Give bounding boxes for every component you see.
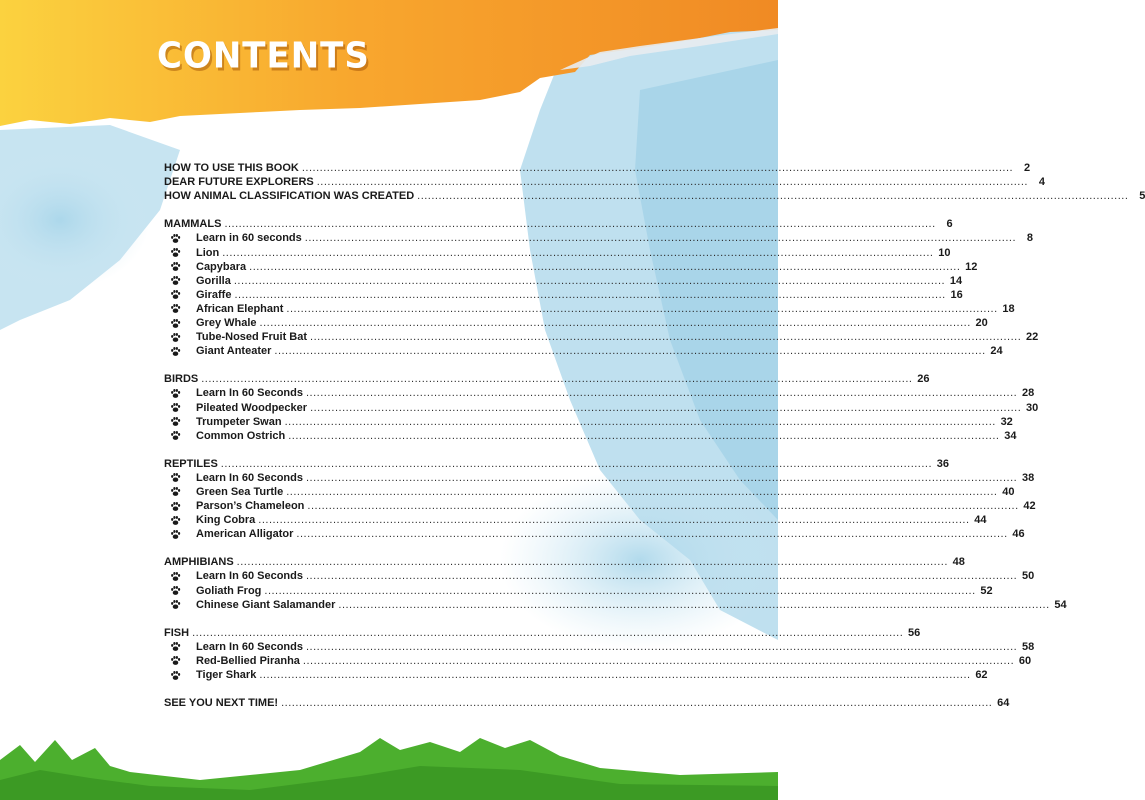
toc-subentry xyxy=(164,316,988,330)
dot-leader: ........................................................................................................................................................................................................ xyxy=(338,598,1050,611)
dot-leader: ........................................................................................................................................................................................................ xyxy=(264,584,976,597)
paw-print-icon xyxy=(170,274,181,288)
dot-leader: ........................................................................................................................................................................................................ xyxy=(281,697,993,710)
paw-print-icon xyxy=(170,598,181,612)
toc-label: Tube-Nosed Fruit Bat xyxy=(196,331,308,344)
dot-leader: ........................................................................................................................................................................................................ xyxy=(288,429,1000,442)
dot-leader: ........................................................................................................................................................................................................ xyxy=(305,387,1018,400)
toc-page-number: 18 xyxy=(1002,302,1015,315)
toc-subentry xyxy=(164,668,988,682)
dot-leader: ........................................................................................................................................................................................................ xyxy=(284,415,996,428)
paw-print-icon xyxy=(170,527,181,541)
toc-subentry xyxy=(164,485,1015,499)
toc-label: Parson’s Chameleon xyxy=(196,500,305,513)
dot-leader: ........................................................................................................................................................................................................ xyxy=(259,317,971,330)
toc-subentry xyxy=(164,513,987,527)
toc-page-number: 30 xyxy=(1026,401,1039,414)
toc-label: SEE YOU NEXT TIME! xyxy=(164,697,279,710)
toc-label: Giraffe xyxy=(196,288,232,301)
toc-subentry xyxy=(164,288,963,302)
toc-page-number: 36 xyxy=(936,457,950,470)
toc-label: BIRDS xyxy=(164,373,199,386)
toc-page-number: 34 xyxy=(1004,429,1017,442)
toc-subentry xyxy=(164,302,1015,316)
dot-leader: ........................................................................................................................................................................................................ xyxy=(305,570,1018,583)
dot-leader: ........................................................................................................................................................................................................ xyxy=(249,260,961,273)
dot-leader: ........................................................................................................................................................................................................ xyxy=(259,669,971,681)
toc-label: Common Ostrich xyxy=(196,429,286,442)
paw-print-icon xyxy=(170,288,181,302)
toc-subentry xyxy=(164,471,1035,485)
paw-print-icon xyxy=(170,668,181,682)
paw-print-icon xyxy=(170,471,181,485)
toc-label: Learn In 60 Seconds xyxy=(196,387,303,400)
toc-page-number: 52 xyxy=(980,584,993,597)
toc-subentry xyxy=(164,330,1039,344)
toc-label: HOW ANIMAL CLASSIFICATION WAS CREATED xyxy=(164,190,415,203)
toc-subentry xyxy=(164,260,978,274)
toc-page-number: 22 xyxy=(1026,331,1039,344)
toc-label: Goliath Frog xyxy=(196,584,262,597)
toc-label: Green Sea Turtle xyxy=(196,485,284,498)
toc-label: MAMMALS xyxy=(164,218,222,231)
paw-print-icon xyxy=(170,302,181,316)
toc-page-number: 14 xyxy=(949,274,963,287)
dot-leader: ........................................................................................................................................................................................................ xyxy=(305,640,1018,653)
dot-leader: ........................................................................................................................................................................................................ xyxy=(310,401,1022,414)
toc-label: Grey Whale xyxy=(196,317,257,330)
paw-print-icon xyxy=(170,231,181,245)
toc-entry xyxy=(164,626,921,640)
paw-print-icon xyxy=(170,246,181,260)
toc-page-number: 24 xyxy=(990,345,1003,358)
toc-subentry xyxy=(164,654,1032,668)
toc-page-number: 5 xyxy=(1139,190,1145,203)
toc-page-number: 48 xyxy=(952,556,965,569)
toc-page-number: 40 xyxy=(1002,485,1015,498)
dot-leader: ........................................................................................................................................................................................................ xyxy=(304,232,1016,245)
toc-label: Gorilla xyxy=(196,274,231,287)
toc-page-number: 8 xyxy=(1026,232,1033,245)
toc-label: Lion xyxy=(196,246,220,259)
paw-print-icon xyxy=(170,485,181,499)
toc-page-number: 2 xyxy=(1023,162,1031,175)
toc-subentry xyxy=(164,583,993,597)
paw-print-icon xyxy=(170,584,181,598)
toc-subentry xyxy=(164,429,1017,443)
dot-leader: ........................................................................................................................................................................................................ xyxy=(417,190,1129,203)
toc-page-number: 20 xyxy=(975,317,988,330)
toc-label: REPTILES xyxy=(164,457,218,470)
dot-leader: ........................................................................................................................................................................................................ xyxy=(222,246,934,259)
toc-page-number: 64 xyxy=(997,697,1010,710)
toc-entry xyxy=(164,457,950,471)
toc-subentry xyxy=(164,245,951,259)
toc-subentry xyxy=(164,344,1003,358)
toc-entry xyxy=(164,372,930,386)
toc-subentry xyxy=(164,499,1036,513)
toc-page-number: 50 xyxy=(1021,570,1035,583)
dot-leader: ........................................................................................................................................................................................................ xyxy=(286,302,998,315)
toc-entry xyxy=(164,189,1145,203)
toc-page-number: 42 xyxy=(1023,500,1036,513)
dot-leader: ........................................................................................................................................................................................................ xyxy=(316,176,1028,189)
table-of-contents xyxy=(164,161,1145,710)
dot-leader: ........................................................................................................................................................................................................ xyxy=(274,345,986,358)
toc-label: Learn In 60 Seconds xyxy=(196,640,303,653)
toc-entry xyxy=(164,175,1045,189)
toc-page-number: 12 xyxy=(965,260,978,273)
dot-leader: ........................................................................................................................................................................................................ xyxy=(258,514,970,527)
toc-label: Giant Anteater xyxy=(196,345,272,358)
paw-print-icon xyxy=(170,260,181,274)
toc-entry xyxy=(164,217,953,231)
paw-print-icon xyxy=(170,640,181,654)
toc-entry xyxy=(164,161,1031,175)
dot-leader: ........................................................................................................................................................................................................ xyxy=(201,373,913,386)
toc-subentry xyxy=(164,569,1035,583)
paw-print-icon xyxy=(170,654,181,668)
dot-leader: ........................................................................................................................................................................................................ xyxy=(305,471,1018,484)
toc-label: Trumpeter Swan xyxy=(196,415,282,428)
dot-leader: ........................................................................................................................................................................................................ xyxy=(302,654,1015,667)
toc-subentry xyxy=(164,400,1039,414)
toc-label: Capybara xyxy=(196,260,247,273)
toc-page-number: 10 xyxy=(938,246,951,259)
toc-subentry xyxy=(164,231,1033,245)
toc-label: Chinese Giant Salamander xyxy=(196,598,336,611)
toc-label: Tiger Shark xyxy=(196,669,257,681)
paw-print-icon xyxy=(170,330,181,344)
toc-page-number: 54 xyxy=(1054,598,1067,611)
toc-label: Learn In 60 Seconds xyxy=(196,570,303,583)
toc-label: AMPHIBIANS xyxy=(164,556,234,569)
dot-leader: ........................................................................................................................................................................................................ xyxy=(307,500,1019,513)
toc-subentry xyxy=(164,415,1013,429)
dot-leader: ........................................................................................................................................................................................................ xyxy=(301,162,1014,175)
toc-subentry xyxy=(164,386,1035,400)
paw-print-icon xyxy=(170,513,181,527)
toc-page-number: 26 xyxy=(917,373,930,386)
paw-print-icon xyxy=(170,386,181,400)
toc-entry xyxy=(164,696,1010,710)
dot-leader: ........................................................................................................................................................................................................ xyxy=(233,274,946,287)
toc-page-number: 60 xyxy=(1018,654,1032,667)
toc-label: Learn In 60 Seconds xyxy=(196,471,303,484)
toc-subentry xyxy=(164,640,1035,654)
toc-label: HOW TO USE THIS BOOK xyxy=(164,162,299,175)
dot-leader: ........................................................................................................................................................................................................ xyxy=(224,218,936,231)
toc-page-number: 38 xyxy=(1021,471,1035,484)
dot-leader: ........................................................................................................................................................................................................ xyxy=(192,626,904,639)
paw-print-icon xyxy=(170,429,181,443)
dot-leader: ........................................................................................................................................................................................................ xyxy=(236,556,948,569)
toc-page-number: 32 xyxy=(1000,415,1013,428)
toc-page-number: 44 xyxy=(974,514,987,527)
toc-label: King Cobra xyxy=(196,514,256,527)
toc-page-number: 16 xyxy=(950,288,963,301)
dot-leader: ........................................................................................................................................................................................................ xyxy=(296,528,1008,541)
dot-leader: ........................................................................................................................................................................................................ xyxy=(234,288,946,301)
dot-leader: ........................................................................................................................................................................................................ xyxy=(220,457,933,470)
toc-page-number: 28 xyxy=(1021,387,1035,400)
toc-label: Learn in 60 seconds xyxy=(196,232,302,245)
toc-label: DEAR FUTURE EXPLORERS xyxy=(164,176,314,189)
toc-page-number: 6 xyxy=(946,218,953,231)
paw-print-icon xyxy=(170,499,181,513)
toc-page-number: 62 xyxy=(975,669,988,681)
toc-label: Pileated Woodpecker xyxy=(196,401,308,414)
dot-leader: ........................................................................................................................................................................................................ xyxy=(286,485,998,498)
toc-page-number: 58 xyxy=(1021,640,1035,653)
paw-print-icon xyxy=(170,569,181,583)
paw-print-icon xyxy=(170,415,181,429)
page-title: CONTENTS xyxy=(157,35,370,77)
toc-label: Red-Bellied Piranha xyxy=(196,654,300,667)
toc-page-number: 4 xyxy=(1038,176,1045,189)
toc-subentry xyxy=(164,274,963,288)
toc-subentry xyxy=(164,598,1067,612)
toc-entry xyxy=(164,555,965,569)
toc-label: African Elephant xyxy=(196,302,284,315)
paw-print-icon xyxy=(170,316,181,330)
paw-print-icon xyxy=(170,401,181,415)
toc-label: FISH xyxy=(164,626,190,639)
toc-page-number: 46 xyxy=(1012,528,1025,541)
toc-page-number: 56 xyxy=(908,626,921,639)
toc-label: American Alligator xyxy=(196,528,294,541)
dot-leader: ........................................................................................................................................................................................................ xyxy=(310,331,1022,344)
paw-print-icon xyxy=(170,344,181,358)
toc-subentry xyxy=(164,527,1025,541)
